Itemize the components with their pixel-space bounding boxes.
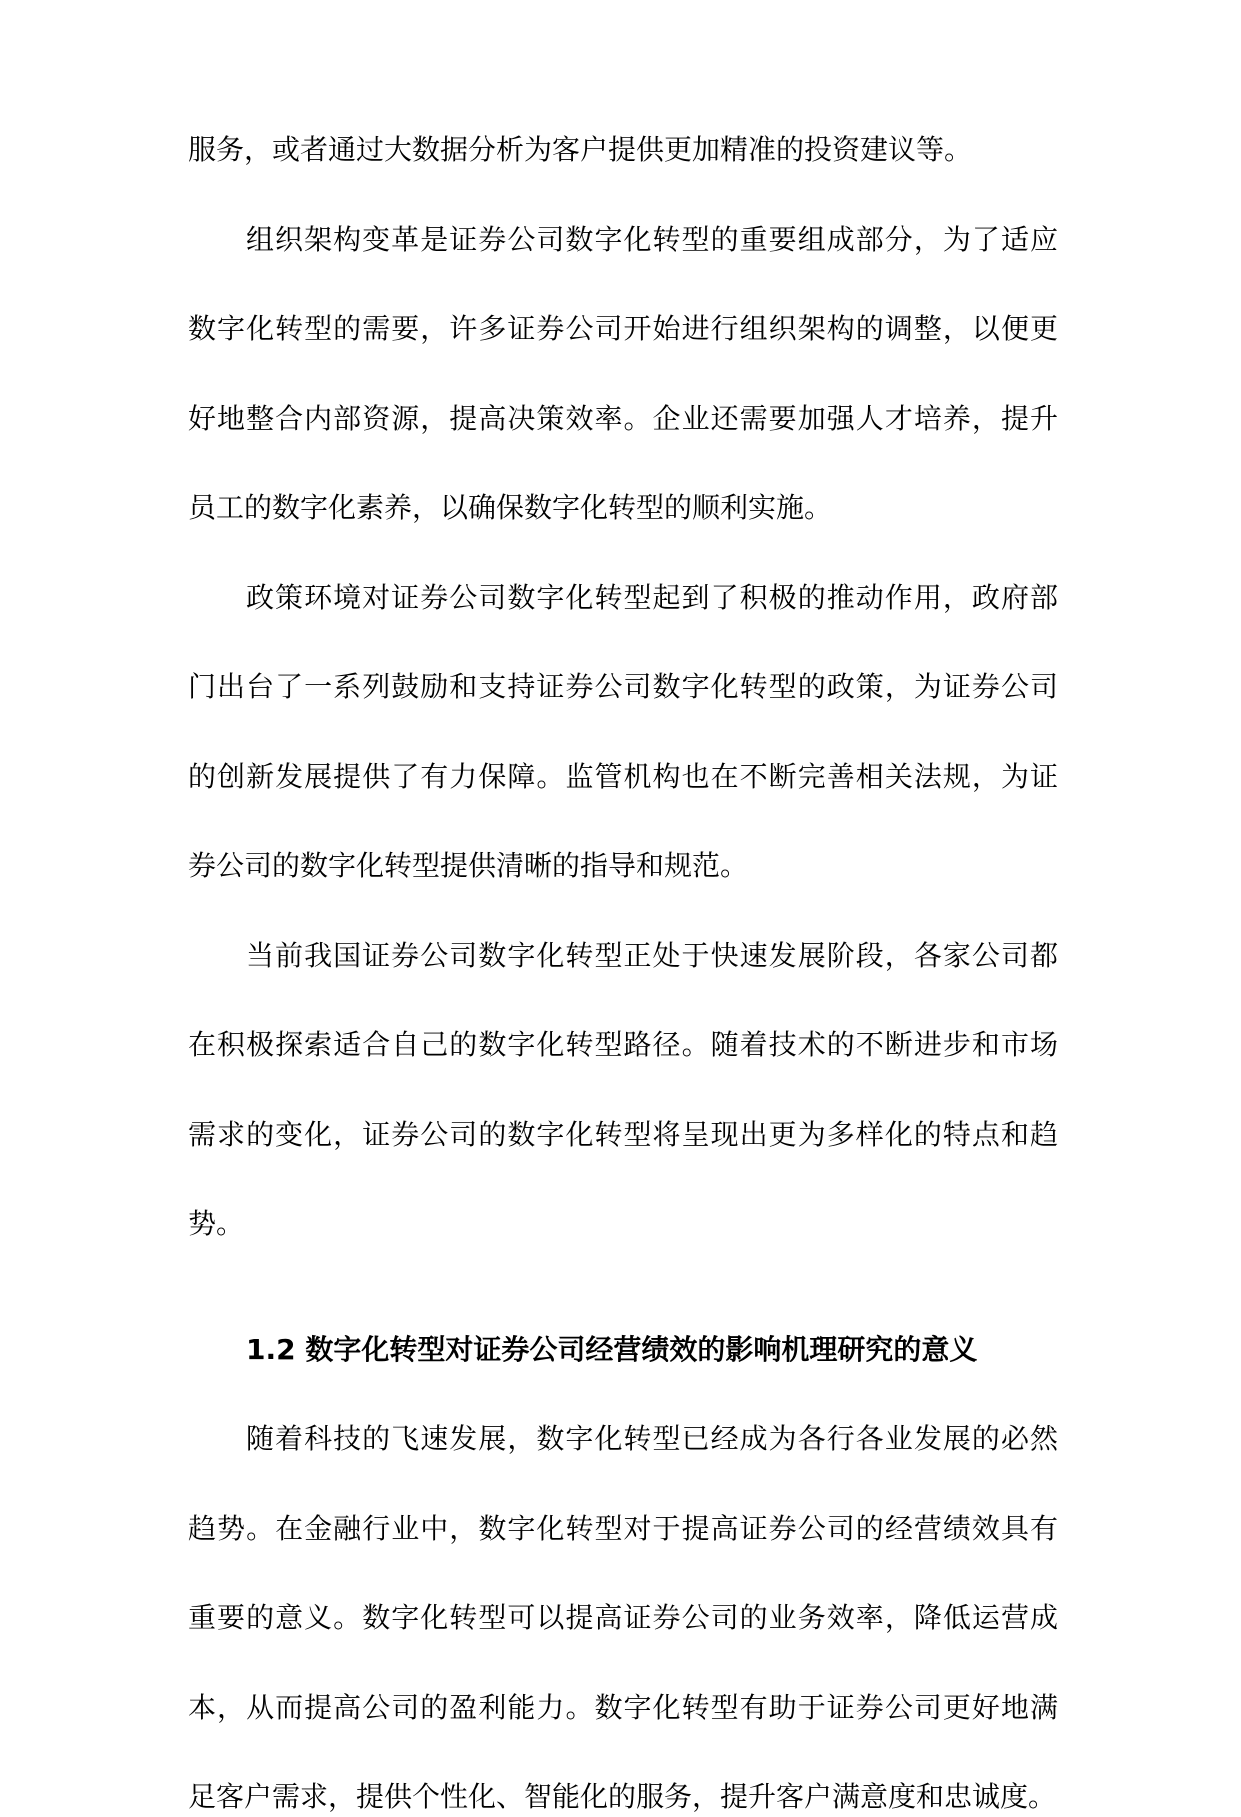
paragraph-4-line-4: 势。 [188, 1207, 245, 1240]
paragraph-5-line-3: 重要的意义。数字化转型可以提高证券公司的业务效率，降低运营成 [188, 1601, 1058, 1634]
paragraph-1-line-1: 服务，或者通过大数据分析为客户提供更加精准的投资建议等。 [188, 133, 973, 166]
section-heading: 1.2 数字化转型对证券公司经营绩效的影响机理研究的意义 [246, 1333, 978, 1366]
paragraph-2-line-4: 员工的数字化素养，以确保数字化转型的顺利实施。 [188, 491, 833, 524]
paragraph-2-line-3: 好地整合内部资源，提高决策效率。企业还需要加强人才培养，提升 [188, 402, 1058, 435]
paragraph-3-line-2: 门出台了一系列鼓励和支持证券公司数字化转型的政策，为证券公司 [188, 670, 1058, 703]
paragraph-5-line-4: 本，从而提高公司的盈利能力。数字化转型有助于证券公司更好地满 [188, 1691, 1058, 1724]
paragraph-2-line-1: 组织架构变革是证券公司数字化转型的重要组成部分，为了适应 [246, 223, 1058, 256]
paragraph-5-line-1: 随着科技的飞速发展，数字化转型已经成为各行各业发展的必然 [246, 1422, 1058, 1455]
paragraph-5-line-2: 趋势。在金融行业中，数字化转型对于提高证券公司的经营绩效具有 [188, 1512, 1058, 1545]
paragraph-3-line-4: 券公司的数字化转型提供清晰的指导和规范。 [188, 849, 749, 882]
paragraph-2-line-2: 数字化转型的需要，许多证券公司开始进行组织架构的调整，以便更 [188, 312, 1058, 345]
paragraph-5-line-5: 足客户需求，提供个性化、智能化的服务，提升客户满意度和忠诚度。 [188, 1780, 1057, 1813]
paragraph-3-line-1: 政策环境对证券公司数字化转型起到了积极的推动作用，政府部 [246, 581, 1058, 614]
paragraph-3-line-3: 的创新发展提供了有力保障。监管机构也在不断完善相关法规，为证 [188, 760, 1058, 793]
paragraph-4-line-3: 需求的变化，证券公司的数字化转型将呈现出更为多样化的特点和趋 [188, 1118, 1058, 1151]
paragraph-4-line-1: 当前我国证券公司数字化转型正处于快速发展阶段，各家公司都 [246, 939, 1058, 972]
paragraph-4-line-2: 在积极探索适合自己的数字化转型路径。随着技术的不断进步和市场 [188, 1028, 1058, 1061]
